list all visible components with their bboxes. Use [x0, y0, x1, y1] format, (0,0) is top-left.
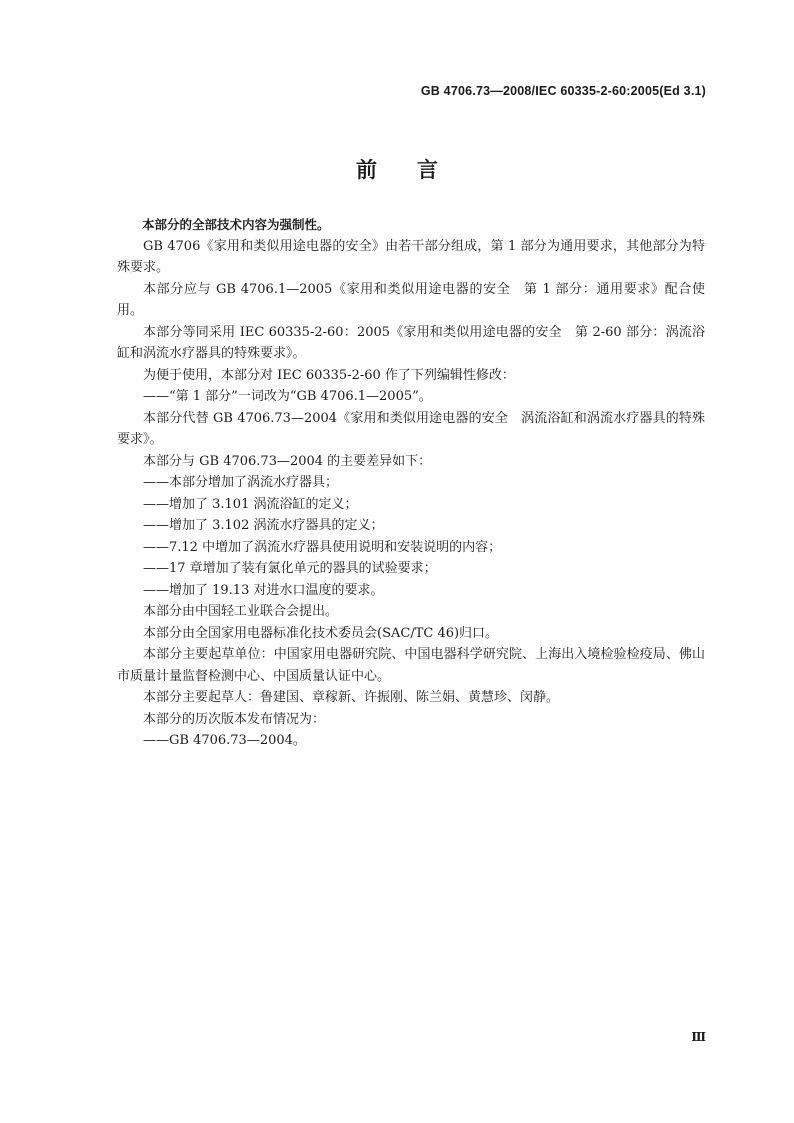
document-body — [117, 214, 705, 752]
list-item: ——“第 1 部分”一词改为“GB 4706.1—2005”。 — [143, 389, 432, 404]
list-item: ——GB 4706.73—2004。 — [143, 733, 306, 748]
paragraph: 本部分代替 GB 4706.73—2004《家用和类似用途电器的安全 涡流浴缸和涡流水疗器具的特殊要求》。 — [117, 410, 705, 447]
list-item: ——7.12 中增加了涡流水疗器具使用说明和安装说明的内容； — [143, 539, 502, 555]
list-item: ——增加了 3.102 涡流水疗器具的定义； — [143, 518, 384, 533]
paragraph-mandatory-notice: 本部分的全部技术内容为强制性。 — [142, 217, 330, 232]
list-item: ——17 章增加了装有氯化单元的器具的试验要求； — [143, 561, 437, 576]
page-number: Ⅲ — [691, 1030, 706, 1044]
list-item: ——增加了 3.101 涡流浴缸的定义； — [143, 496, 358, 512]
paragraph: 为便于使用，本部分对 IEC 60335-2-60 作了下列编辑性修改： — [143, 367, 515, 383]
standard-code-header: GB 4706.73—2008/IEC 60335-2-60:2005(Ed 3.1) — [420, 84, 706, 98]
list-item: ——增加了 19.13 对进水口温度的要求。 — [143, 582, 384, 598]
paragraph: 本部分与 GB 4706.73—2004 的主要差异如下： — [143, 453, 432, 469]
paragraph: GB 4706《家用和类似用途电器的安全》由若干部分组成，第 1 部分为通用要求，其他部分为特殊要求。 — [117, 238, 705, 275]
page-title: 前言 — [356, 158, 478, 182]
paragraph: 本部分主要起草人：鲁建国、章稼新、许振刚、陈兰娟、黄慧珍、闵静。 — [143, 690, 560, 705]
list-item: ——本部分增加了涡流水疗器具； — [143, 475, 339, 490]
paragraph: 本部分由全国家用电器标准化技术委员会(SAC/TC 46)归口。 — [143, 625, 499, 641]
paragraph: 本部分应与 GB 4706.1—2005《家用和类似用途电器的安全 第 1 部分：通用要求》配合使用。 — [117, 281, 705, 318]
paragraph: 本部分由中国轻工业联合会提出。 — [143, 604, 339, 619]
paragraph: 本部分的历次版本发布情况为： — [143, 711, 326, 727]
paragraph: 本部分等同采用 IEC 60335-2-60：2005《家用和类似用途电器的安全 第 2-60 部分：涡流浴缸和涡流水疗器具的特殊要求》。 — [117, 324, 705, 361]
paragraph: 本部分主要起草单位：中国家用电器研究院、中国电器科学研究院、上海出入境检验检疫局、佛山市质量计量监督检测中心、中国质量认证中心。 — [117, 647, 705, 684]
